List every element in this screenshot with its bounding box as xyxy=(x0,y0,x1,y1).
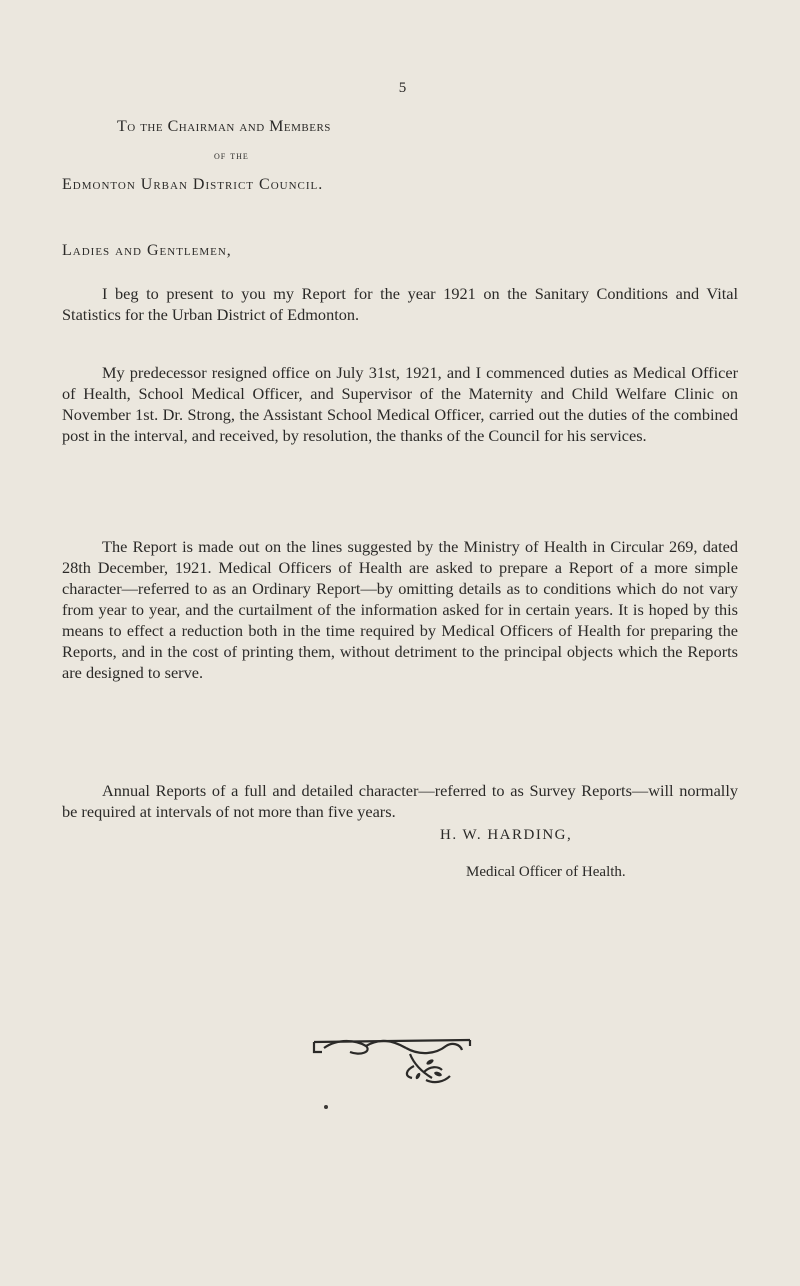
salutation: Ladies and Gentlemen, xyxy=(62,242,232,259)
page-number: 5 xyxy=(398,80,407,96)
printer-ornament-icon xyxy=(310,1032,475,1088)
address-line-2: of the xyxy=(214,148,249,162)
address-line-1: To the Chairman and Members xyxy=(117,118,331,135)
address-line-3: Edmonton Urban District Council. xyxy=(62,176,324,193)
paragraph-report-intro: I beg to present to you my Report for the year 1921 on the Sanitary Conditions and Vital Statistics for the Urban District of Edmonton. xyxy=(62,284,738,324)
paragraph-predecessor: My predecessor resigned office on July 31st, 1921, and I commenced duties as Medical Officer of Health, School Medical Officer, and Supervisor of the Maternity and Child Welfare Clinic on November 1st. Dr. Strong, the Assistant School Medical Officer, carried out the duties of the combined post in the interval, and received, by resolution, the thanks of the Council for his services. xyxy=(62,363,738,445)
paragraph-ministry-circular: The Report is made out on the lines suggested by the Ministry of Health in Circular 269, dated 28th December, 1921. Medical Officers of Health are asked to prepare a Report of a more simple character—referred to as an Ordinary Report—by omitting details as to conditions which do not vary from year to year, and the curtailment of the information asked for in certain years. It is hoped by this means to effect a reduction both in the time required by Medical Officers of Health for preparing the Reports, and in the cost of printing them, without detriment to the principal objects which the Reports are designed to serve. xyxy=(62,537,738,682)
ink-speck xyxy=(324,1105,328,1109)
paragraph-survey-reports: Annual Reports of a full and detailed character—referred to as Survey Reports—will normally be required at intervals of not more than five years. xyxy=(62,781,738,821)
signature-name: H. W. HARDING, xyxy=(440,827,573,843)
signature-title: Medical Officer of Health. xyxy=(466,864,626,880)
